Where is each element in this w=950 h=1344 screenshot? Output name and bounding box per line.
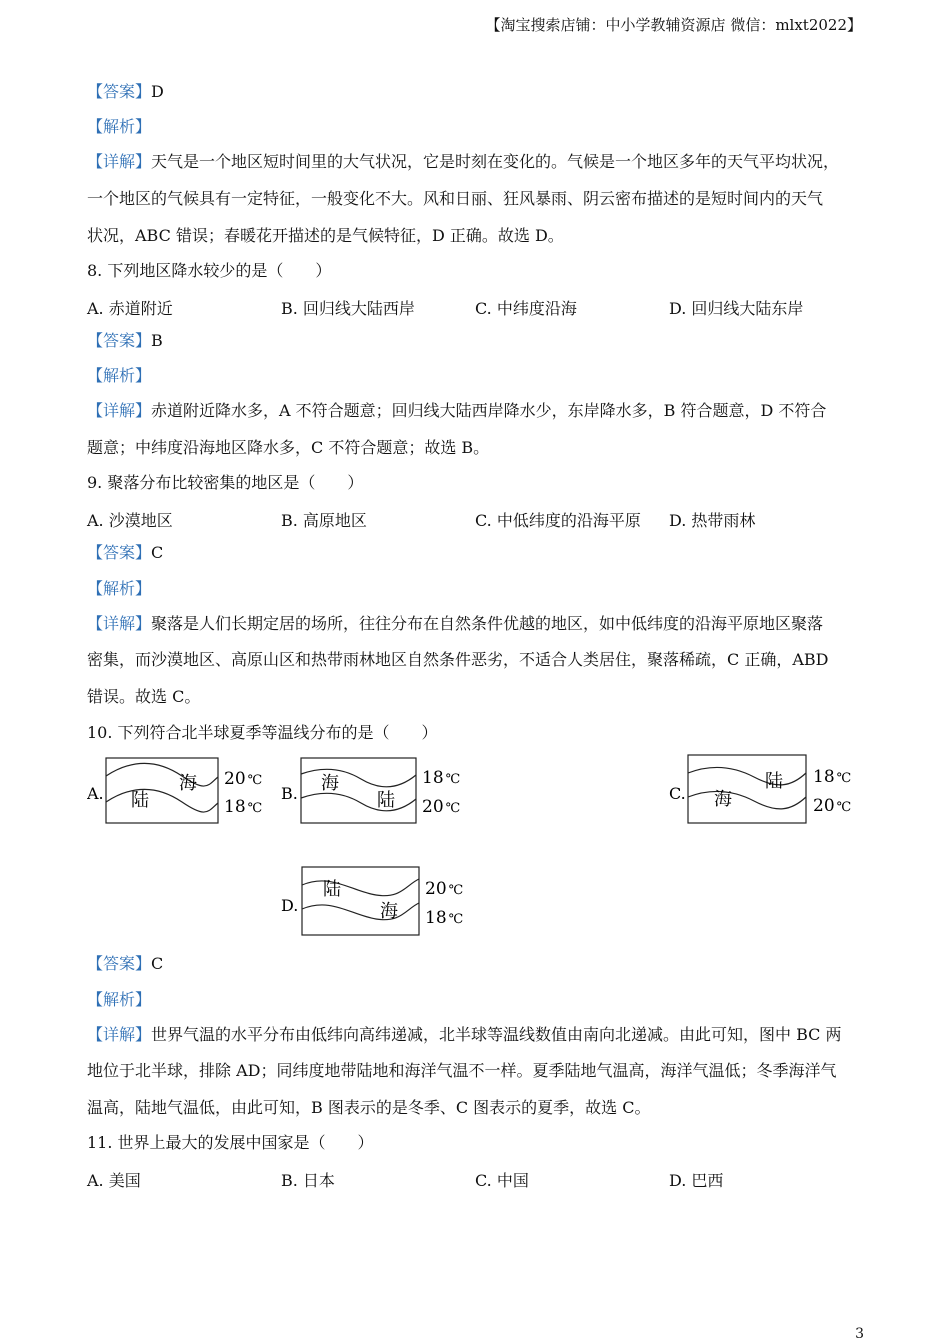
figure-c-iso-top: 18 — [813, 767, 835, 787]
isotherm-upper — [688, 767, 806, 784]
q8-option-a: A. 赤道附近 — [87, 299, 173, 318]
q9-option-a: A. 沙漠地区 — [87, 511, 173, 530]
figure-d-top-text: 陆 — [323, 879, 341, 900]
q8-detail-2: 题意；中纬度沿海地区降水多，C 不符合题意；故选 B。 — [87, 438, 490, 457]
isotherm-figure-b — [281, 755, 471, 831]
q8-answer: B — [151, 331, 163, 350]
isotherm-lower — [688, 791, 806, 808]
isotherm-figure-c — [669, 753, 869, 831]
q9-detail-1: 【详解】聚落是人们长期定居的场所，往往分布在自然条件优越的地区，如中低纬度的沿海平原地区聚落 — [87, 614, 824, 633]
isotherm-lower — [106, 789, 218, 812]
figure-a-bottom-text: 陆 — [131, 790, 149, 811]
detail-tag: 【详解】 — [87, 152, 152, 171]
q11-option-a: A. 美国 — [87, 1171, 141, 1190]
figure-b-bottom-text: 陆 — [377, 790, 395, 811]
q11-option-d: D. 巴西 — [669, 1171, 724, 1190]
q9-question: 9. 聚落分布比较密集的地区是（ ） — [87, 473, 364, 492]
q8-option-c: C. 中纬度沿海 — [475, 299, 577, 318]
svg-text:18℃: 18 ℃ — [813, 767, 852, 787]
isotherm-lower — [301, 793, 416, 811]
figure-b-frame — [301, 758, 416, 823]
q9-option-b: B. 高原地区 — [281, 511, 367, 530]
q11-question: 11. 世界上最大的发展中国家是（ ） — [87, 1133, 374, 1152]
svg-text:20℃: 20 ℃ — [422, 797, 461, 817]
q9-detail-3: 错误。故选 C。 — [87, 687, 201, 706]
figure-c-frame — [688, 755, 806, 823]
q10-analysis-line: 【解析】 — [87, 990, 152, 1009]
figure-d-iso-top: 20 — [425, 879, 447, 899]
page-header: 【淘宝搜索店铺：中小学教辅资源店 微信：mlxt2022】 — [485, 16, 862, 34]
svg-text:20℃: 20 ℃ — [813, 796, 852, 816]
q10-answer: C — [151, 954, 164, 973]
figure-c-label: C. — [669, 784, 686, 803]
q8-detail-1: 【详解】赤道附近降水多，A 不符合题意；回归线大陆西岸降水少，东岸降水多，B 符合题意，D 不符合 — [87, 401, 827, 420]
isotherm-lower — [302, 903, 419, 920]
figure-b-iso-bottom: 20 — [422, 797, 444, 817]
q11-option-b: B. 日本 — [281, 1171, 335, 1190]
figure-b-iso-top: 18 — [422, 768, 444, 788]
figure-a-label: A. — [87, 784, 104, 803]
q7-detail-3: 状况，ABC 错误；春暖花开描述的是气候特征，D 正确。故选 D。 — [87, 226, 564, 245]
analysis-tag: 【解析】 — [87, 117, 152, 136]
figure-d-iso-bottom: 18 — [425, 908, 447, 928]
isotherm-upper — [106, 763, 218, 786]
q10-answer-line: 【答案】C — [87, 954, 164, 973]
q10-detail-2: 地位于北半球，排除 AD；同纬度地带陆地和海洋气温不一样。夏季陆地气温高，海洋气温低；冬季海洋气 — [87, 1061, 837, 1080]
figure-d-label: D. — [281, 896, 299, 915]
svg-text:18℃: 18 ℃ — [224, 797, 263, 817]
figure-c-bottom-text: 海 — [714, 789, 732, 810]
figure-a-iso-top: 20 — [224, 769, 246, 789]
q11-option-c: C. 中国 — [475, 1171, 529, 1190]
q7-answer: D — [151, 82, 164, 101]
figure-a-top-text: 海 — [179, 773, 197, 794]
svg-text:18℃: 18 ℃ — [422, 768, 461, 788]
q9-detail-2: 密集，而沙漠地区、高原山区和热带雨林地区自然条件恶劣，不适合人类居住，聚落稀疏，C 正确，ABD — [87, 650, 829, 669]
q9-analysis-line: 【解析】 — [87, 579, 152, 598]
q8-answer-line: 【答案】B — [87, 331, 163, 350]
figure-b-top-text: 海 — [321, 773, 339, 794]
isotherm-figure-d — [281, 865, 481, 943]
svg-text:20℃: 20 ℃ — [224, 769, 263, 789]
isotherm-figure-a — [87, 755, 277, 831]
svg-text:20℃: 20 ℃ — [425, 879, 464, 899]
q10-detail-1: 【详解】世界气温的水平分布由低纬向高纬递减，北半球等温线数值由南向北递减。由此可知，图中 BC 两 — [87, 1025, 842, 1044]
q7-detail-2: 一个地区的气候具有一定特征，一般变化不大。风和日丽、狂风暴雨、阴云密布描述的是短时间内的天气 — [87, 189, 824, 208]
figure-a-iso-bottom: 18 — [224, 797, 246, 817]
isotherm-upper — [302, 879, 419, 896]
svg-text:18℃: 18 ℃ — [425, 908, 464, 928]
q9-answer-line: 【答案】C — [87, 543, 164, 562]
figure-d-frame — [302, 867, 419, 935]
q9-answer: C — [151, 543, 164, 562]
figure-d-bottom-text: 海 — [380, 901, 398, 922]
figure-b-label: B. — [281, 784, 298, 803]
q8-option-d: D. 回归线大陆东岸 — [669, 299, 804, 318]
q7-detail-1: 【详解】天气是一个地区短时间里的大气状况，它是时刻在变化的。气候是一个地区多年的天气平均状况， — [87, 152, 840, 171]
figure-c-top-text: 陆 — [765, 771, 783, 792]
answer-tag: 【答案】 — [87, 82, 152, 101]
isotherm-upper — [301, 769, 416, 787]
figure-c-iso-bottom: 20 — [813, 796, 835, 816]
q10-question: 10. 下列符合北半球夏季等温线分布的是（ ） — [87, 723, 438, 742]
q9-option-c: C. 中低纬度的沿海平原 — [475, 511, 641, 530]
q10-detail-3: 温高，陆地气温低，由此可知，B 图表示的是冬季、C 图表示的夏季，故选 C。 — [87, 1098, 651, 1117]
q8-option-b: B. 回归线大陆西岸 — [281, 299, 415, 318]
page-number: 3 — [855, 1326, 864, 1342]
q8-analysis-line: 【解析】 — [87, 366, 152, 385]
q7-analysis-line — [87, 117, 151, 137]
q9-option-d: D. 热带雨林 — [669, 511, 756, 530]
q7-answer-line — [87, 82, 164, 102]
q8-question: 8. 下列地区降水较少的是（ ） — [87, 261, 332, 280]
